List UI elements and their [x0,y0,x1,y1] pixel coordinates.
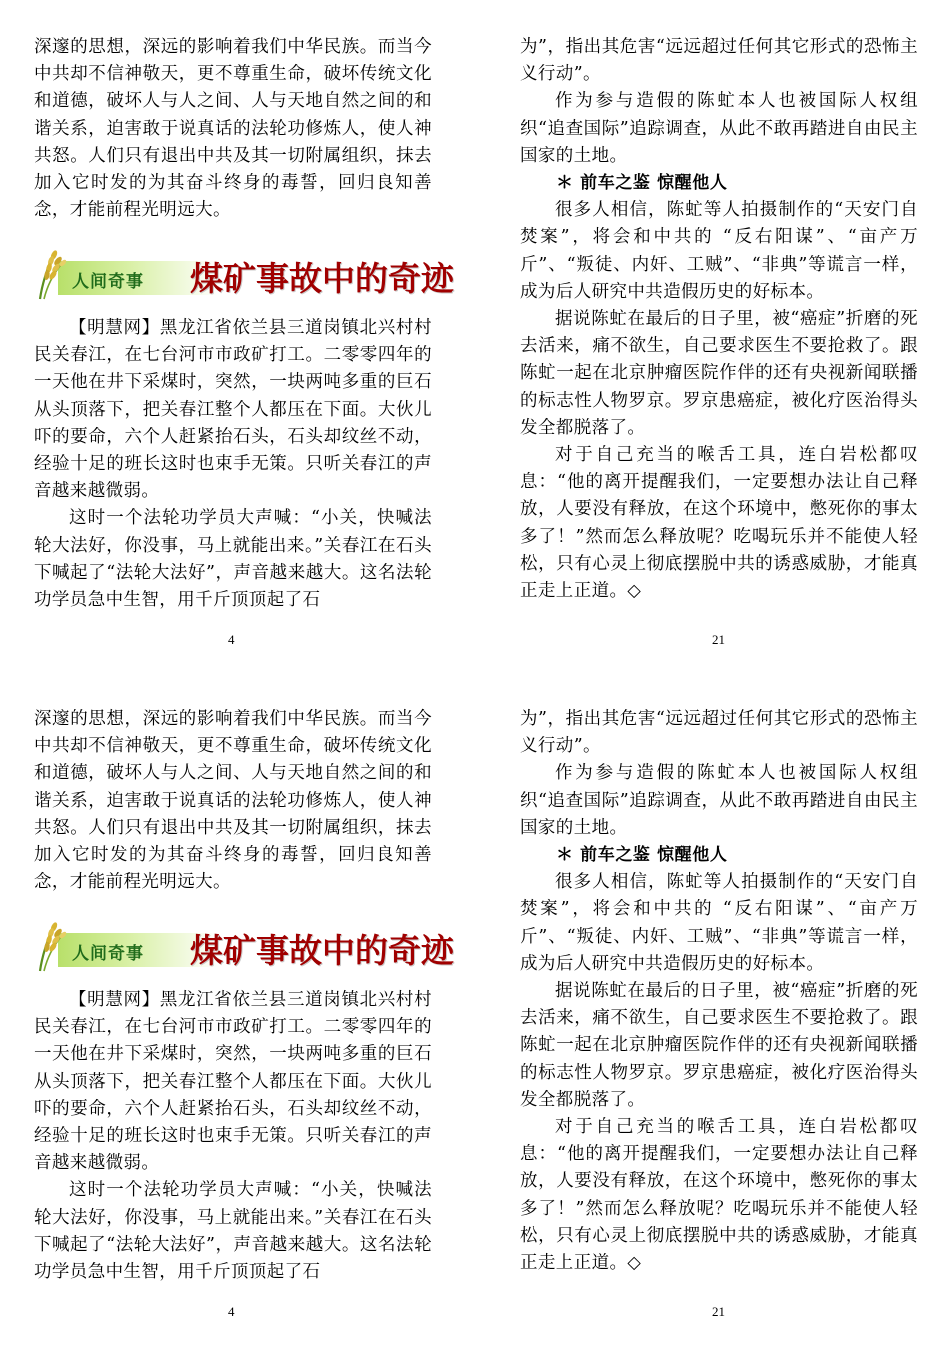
intro-block [34,34,432,224]
body-paragraph: 对于自己充当的喉舌工具，连白岩松都叹息：“他的离开提醒我们，一定要想办法让自己释放，人要没有释放，在这个环境中，憋死你的事太多了！”然而怎么释放呢？吃喝玩乐并不能使人轻松，只有心灵上彻底摆脱中共的诱惑威胁，才能真正走上正道。◇ [520,1117,918,1274]
body-paragraph: 很多人相信，陈虻等人拍摄制作的“天安门自焚案”，将会和中共的 “反右阳谋”、“亩产万斤”、“叛徒、内奸、工贼”、“非典”等谎言一样，成为后人研究中共造假历史的好标本。 [520,200,918,302]
body-paragraph: 为”，指出其危害“远远超过任何其它形式的恐怖主义行动”。 [520,37,918,85]
body-paragraph: 为”，指出其危害“远远超过任何其它形式的恐怖主义行动”。 [520,709,918,757]
body-paragraph: 据说陈虻在最后的日子里，被“癌症”折磨的死去活来，痛不欲生，自己要求医生不要抢救了。跟陈虻一起在北京肿瘤医院作伴的还有央视新闻联播的标志性人物罗京。罗京患癌症，被化疗医治得头发全都脱落了。 [520,981,918,1110]
rice-stalk-icon [34,247,70,301]
body-paragraph: 作为参与造假的陈虻本人也被国际人权组织“追查国际”追踪调查，从此不敢再踏进自由民主国家的土地。 [520,763,918,838]
article-heading [34,919,454,975]
spread-2 [0,672,950,1344]
body-paragraph: 【明慧网】黑龙江省依兰县三道岗镇北兴村村民关春江，在七台河市市政矿打工。二零零四年的一天他在井下采煤时，突然，一块两吨多重的巨石从头顶落下，把关春江整个人都压在下面。大伙儿吓的要命，六个人赶紧抬石头，石头却纹丝不动，经验十足的班长这时也束手无策。只听关春江的声音越来越微弱。 [34,990,432,1174]
article-heading [34,247,454,303]
page-number: 21 [712,1304,725,1319]
page-number: 21 [712,632,725,647]
article-title: 煤矿事故中的奇迹 [190,931,454,970]
right-page-body [520,34,918,605]
section-heading: ＊ 前车之鉴 惊醒他人 [556,845,728,866]
body-paragraph: 很多人相信，陈虻等人拍摄制作的“天安门自焚案”，将会和中共的 “反右阳谋”、“亩产万斤”、“叛徒、内奸、工贼”、“非典”等谎言一样，成为后人研究中共造假历史的好标本。 [520,872,918,974]
page-number: 4 [228,632,235,647]
article-title: 煤矿事故中的奇迹 [190,259,454,298]
body-paragraph: 这时一个法轮功学员大声喊：“小关，快喊法轮大法好，你没事，马上就能出来。”关春江在石头下喊起了“法轮大法好”，声音越来越大。这名法轮功学员急中生智，用千斤顶顶起了石 [34,508,432,611]
body-paragraph: 【明慧网】黑龙江省依兰县三道岗镇北兴村村民关春江，在七台河市市政矿打工。二零零四年的一天他在井下采煤时，突然，一块两吨多重的巨石从头顶落下，把关春江整个人都压在下面。大伙儿吓的要命，六个人赶紧抬石头，石头却纹丝不动，经验十足的班长这时也束手无策。只听关春江的声音越来越微弱。 [34,318,432,502]
article-body [34,987,432,1286]
column-tag: 人间奇事 [72,272,144,292]
body-paragraph: 作为参与造假的陈虻本人也被国际人权组织“追查国际”追踪调查，从此不敢再踏进自由民主国家的土地。 [520,91,918,166]
intro-block [34,706,432,896]
rice-stalk-icon [34,919,70,973]
right-page-body [520,706,918,1277]
article-body [34,315,432,614]
body-paragraph: 对于自己充当的喉舌工具，连白岩松都叹息：“他的离开提醒我们，一定要想办法让自己释放，人要没有释放，在这个环境中，憋死你的事太多了！”然而怎么释放呢？吃喝玩乐并不能使人轻松，只有心灵上彻底摆脱中共的诱惑威胁，才能真正走上正道。◇ [520,445,918,602]
body-paragraph: 这时一个法轮功学员大声喊：“小关，快喊法轮大法好，你没事，马上就能出来。”关春江在石头下喊起了“法轮大法好”，声音越来越大。这名法轮功学员急中生智，用千斤顶顶起了石 [34,1180,432,1283]
intro-paragraph: 深邃的思想，深远的影响着我们中华民族。而当今中共却不信神敬天，更不尊重生命，破坏传统文化和道德，破坏人与人之间、人与天地自然之间的和谐关系，迫害敢于说真话的法轮功修炼人，使人神共怒。人们只有退出中共及其一切附属组织，抹去加入它时发的为其奋斗终身的毒誓，回归良知善念，才能前程光明远大。 [34,37,432,221]
column-tag: 人间奇事 [72,944,144,964]
body-paragraph: 据说陈虻在最后的日子里，被“癌症”折磨的死去活来，痛不欲生，自己要求医生不要抢救了。跟陈虻一起在北京肿瘤医院作伴的还有央视新闻联播的标志性人物罗京。罗京患癌症，被化疗医治得头发全都脱落了。 [520,309,918,438]
spread-1 [0,0,950,672]
page-number: 4 [228,1304,235,1319]
section-heading: ＊ 前车之鉴 惊醒他人 [556,173,728,194]
intro-paragraph: 深邃的思想，深远的影响着我们中华民族。而当今中共却不信神敬天，更不尊重生命，破坏传统文化和道德，破坏人与人之间、人与天地自然之间的和谐关系，迫害敢于说真话的法轮功修炼人，使人神共怒。人们只有退出中共及其一切附属组织，抹去加入它时发的为其奋斗终身的毒誓，回归良知善念，才能前程光明远大。 [34,709,432,893]
